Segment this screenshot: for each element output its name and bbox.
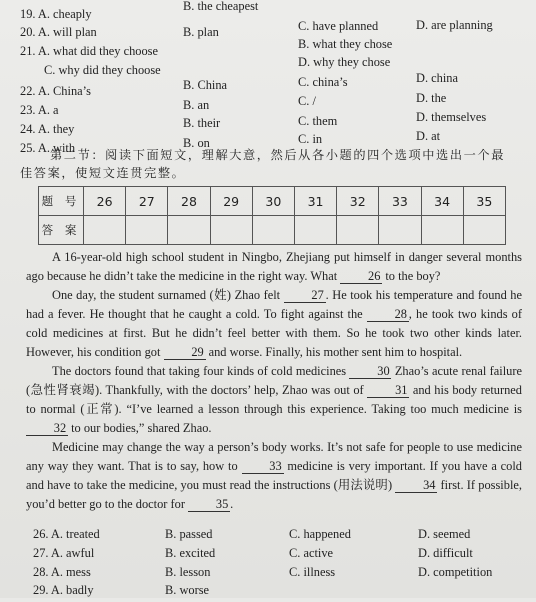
passage-text: to our bodies,” shared Zhao. — [68, 421, 212, 435]
option-d: D. are planning — [416, 18, 493, 32]
prev-options-row — [0, 71, 536, 103]
question-number: 35 — [463, 187, 505, 216]
answer-cell[interactable] — [84, 216, 126, 245]
option-a: 27. A. awful — [33, 546, 95, 560]
option-a: 19. A. cheaply — [20, 7, 92, 21]
prev-options-row — [0, 37, 536, 63]
option-b: B. China — [183, 78, 228, 92]
question-number: 29 — [210, 187, 252, 216]
passage-text: first. If possible, you’d better go to the doctor for — [26, 478, 522, 511]
option-b: B. an — [183, 98, 210, 112]
answer-cell[interactable] — [463, 216, 505, 245]
option-d: D. why they chose — [298, 55, 391, 69]
blank-32: 32 — [26, 421, 68, 436]
instruction-line: 佳答案，使短文连贯完整。 — [20, 166, 186, 180]
prev-options-row — [0, 18, 536, 44]
paragraph — [26, 286, 522, 362]
option-a: 23. A. a — [20, 103, 59, 117]
passage-text: and worse. Finally, his mother sent him to hospital. — [205, 345, 463, 359]
passage-text: A 16-year-old high school student in Ningbo, Zhejiang put himself in danger several months ago because he didn’t take the medicine in the right way. What — [26, 250, 522, 283]
blank-34: 34 — [395, 478, 437, 493]
question-number: 30 — [252, 187, 294, 216]
option-a: 26. A. treated — [33, 527, 100, 541]
option-c: C. them — [298, 114, 338, 128]
reading-passage — [26, 248, 522, 514]
question-number: 33 — [379, 187, 421, 216]
option-d: D. difficult — [418, 546, 473, 560]
blank-33: 33 — [242, 459, 284, 474]
option-a: 24. A. they — [20, 122, 75, 136]
blank-26: 26 — [340, 269, 382, 284]
answer-table — [38, 186, 506, 245]
option-a: 21. A. what did they choose — [20, 44, 158, 58]
option-d: D. themselves — [416, 110, 487, 124]
blank-35: 35 — [188, 497, 230, 512]
option-c: C. in — [298, 132, 323, 146]
option-a: 28. A. mess — [33, 565, 91, 579]
passage-text: Medicine may change the way a person’s body works. It’s not safe for people to use medicine any way they want. That is to say, how to — [26, 440, 522, 473]
blank-28: 28 — [367, 307, 409, 322]
option-a: 20. A. will plan — [20, 25, 97, 39]
answer-cell[interactable] — [210, 216, 252, 245]
passage-text: and his body returned to normal (正常). “I’ve learned a lesson through this experience. Taking too much medicine is — [26, 383, 522, 416]
passage-text: One day, the student surnamed (姓) Zhao felt — [52, 288, 284, 302]
options-row — [0, 564, 536, 584]
row-label: 答 案 — [39, 216, 84, 245]
question-number-row — [39, 187, 506, 216]
option-d: D. seemed — [418, 527, 471, 541]
option-b: B. their — [183, 116, 221, 130]
answer-cell[interactable] — [294, 216, 336, 245]
option-a: 22. A. China’s — [20, 84, 91, 98]
blank-31: 31 — [367, 383, 409, 398]
paragraph — [26, 362, 522, 438]
answer-cell[interactable] — [337, 216, 379, 245]
passage-text: , he took two kinds of cold medicines at first. But he didn’t feel better with them. So he took two other kinds later. However, his condition got — [26, 307, 522, 359]
passage-text: . He took his temperature and found he had a fever. He thought that he caught a cold. To fight against the — [26, 288, 523, 321]
section-instructions — [20, 146, 520, 182]
option-c: C. china’s — [298, 75, 348, 89]
answer-cell[interactable] — [126, 216, 168, 245]
option-d: D. the — [416, 91, 447, 105]
option-b: B. excited — [165, 546, 216, 560]
answer-cell[interactable] — [252, 216, 294, 245]
option-b: B. plan — [183, 25, 219, 39]
answer-cell[interactable] — [379, 216, 421, 245]
blank-30: 30 — [349, 364, 391, 379]
question-number: 26 — [84, 187, 126, 216]
option-a: 29. A. badly — [33, 583, 94, 597]
answer-row — [39, 216, 506, 245]
blank-29: 29 — [164, 345, 206, 360]
passage-text: Zhao’s acute renal failure (急性肾衰竭). Thankfully, with the doctors’ help, Zhao was out of — [26, 364, 522, 397]
passage-text: The doctors found that taking four kinds of cold medicines — [52, 364, 350, 378]
paragraph — [26, 248, 522, 286]
option-b: B. passed — [165, 527, 213, 541]
option-c: C. / — [298, 94, 316, 108]
option-d: D. china — [416, 71, 458, 85]
option-d: D. at — [416, 129, 441, 143]
option-c: C. why did they choose — [44, 63, 161, 77]
instruction-line: 第二节：阅读下面短文，理解大意，然后从各小题的四个选项中选出一个最 — [50, 148, 505, 162]
row-label: 题 号 — [39, 187, 84, 216]
option-c: C. active — [289, 546, 334, 560]
question-number: 32 — [337, 187, 379, 216]
option-b: B. the cheapest — [183, 0, 259, 13]
question-number: 34 — [421, 187, 463, 216]
option-b: B. worse — [165, 583, 210, 597]
option-c: C. illness — [289, 565, 336, 579]
options-row — [0, 545, 536, 565]
option-c: C. happened — [289, 527, 351, 541]
blank-27: 27 — [284, 288, 326, 303]
answer-cell[interactable] — [168, 216, 210, 245]
passage-text: medicine is very important. If you have a cold and have to take the medicine, you must read the instructions (用法说明) — [26, 459, 522, 492]
option-d: D. competition — [418, 565, 493, 579]
options-row — [0, 526, 536, 546]
question-number: 28 — [168, 187, 210, 216]
paragraph — [26, 438, 522, 514]
answer-cell[interactable] — [421, 216, 463, 245]
passage-text: . — [230, 497, 234, 511]
passage-text: to the boy? — [382, 269, 441, 283]
options-row — [0, 582, 536, 602]
option-b: B. what they chose — [298, 37, 393, 51]
question-number: 27 — [126, 187, 168, 216]
option-b: B. on — [183, 136, 210, 150]
question-number: 31 — [294, 187, 336, 216]
option-a: 25. A. with — [20, 141, 76, 155]
option-b: B. lesson — [165, 565, 211, 579]
option-c: C. have planned — [298, 19, 379, 33]
